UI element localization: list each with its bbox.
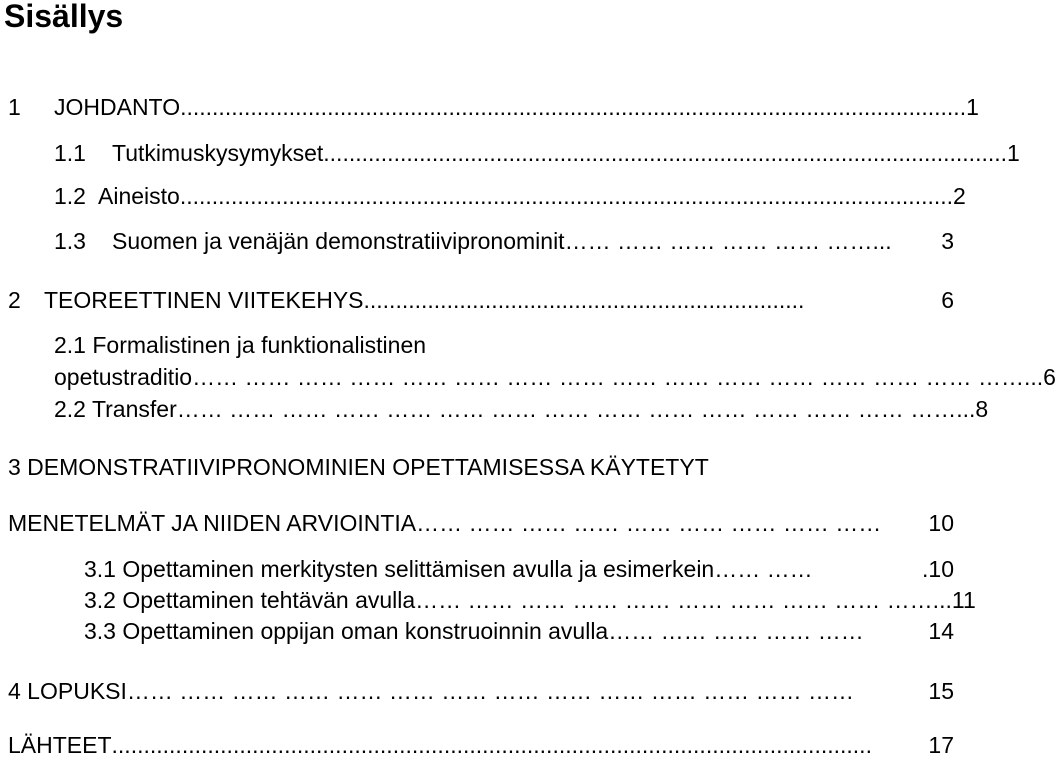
toc-leader-dots: ......................................................................................................................... (179, 183, 954, 209)
toc-entry-label: MENETELMÄT JA NIIDEN ARVIOINTIA (8, 510, 417, 536)
toc-entry-label: opetustraditio (54, 364, 193, 390)
toc-page-number: 11 (951, 587, 976, 613)
toc-page-number: 3 (941, 228, 954, 254)
toc-page-number: 1 (966, 94, 979, 120)
toc-page-number: 14 (928, 618, 954, 644)
toc-leader-dots: …… …… …… …… …… …… …… …… …… ……... (415, 587, 952, 613)
toc-entry-aineisto[interactable] (54, 181, 966, 211)
toc-entry-label: Suomen ja venäjän demonstratiivipronominit (112, 228, 565, 254)
toc-page-number: .10 (922, 556, 954, 582)
toc-entry-label: 3.3 Opettaminen oppijan oman konstruoinnin avulla (84, 618, 609, 644)
toc-entry-label: JOHDANTO (54, 94, 181, 120)
toc-entry-demonstratiivipronominien-line2[interactable] (8, 508, 954, 538)
toc-entry-lahteet[interactable] (8, 730, 954, 760)
toc-leader-dots: …… …… …… …… …… …… …… …… …… …… …… …… …… …… (126, 678, 854, 704)
toc-page-number: 6 (1043, 364, 1056, 390)
toc-page-number: 6 (941, 287, 954, 313)
toc-entry-label: 2.1 Formalistinen ja funktionalistinen (54, 332, 427, 358)
toc-entry-demonstratiivipronominien-line1[interactable] (8, 452, 709, 482)
toc-leader-dots: …… …… …… …… …… …… …… …… …… (416, 510, 882, 536)
toc-entry-tutkimuskysymykset[interactable] (54, 138, 1020, 168)
toc-entry-label: 3.1 Opettaminen merkitysten selittämisen avulla ja esimerkein (84, 556, 715, 582)
toc-entry-label: 3 DEMONSTRATIIVIPRONOMINIEN OPETTAMISESSA KÄYTETYT (8, 454, 709, 480)
toc-entry-number: 1 (8, 94, 21, 120)
toc-entry-label: LÄHTEET (8, 732, 112, 758)
toc-entry-label: Tutkimuskysymykset (112, 140, 324, 166)
toc-page-number: 10 (928, 510, 954, 536)
toc-entry-opettaminen-konstruoinnin[interactable] (84, 616, 954, 646)
toc-entry-johdanto[interactable] (8, 92, 979, 122)
toc-entry-number: 2 (8, 287, 21, 313)
toc-entry-opettaminen-tehtavan[interactable] (84, 585, 976, 615)
toc-entry-formalistinen-line1[interactable] (54, 330, 426, 360)
toc-entry-label: 4 LOPUKSI (8, 678, 127, 704)
toc-leader-dots: ........................................................................................................... (323, 140, 1008, 166)
toc-leader-dots: ....................................................................................................................... (111, 732, 872, 758)
toc-leader-dots: …… …… …… …… …… …… …… …… …… …… …… …… …… …… ……... (176, 396, 976, 422)
toc-leader-dots: ..................................................................... (363, 287, 805, 313)
toc-entry-label: 2.2 Transfer (54, 396, 177, 422)
toc-page-number: 2 (953, 183, 966, 209)
toc-entry-number: 1.3 (54, 228, 86, 254)
toc-entry-label: Aineisto (98, 183, 180, 209)
toc-entry-teoreettinen-viitekehys[interactable] (8, 285, 954, 315)
toc-entry-number: 1.2 (54, 183, 86, 209)
toc-leader-dots: …… …… …… …… …… …… …… …… …… …… …… …… …… …… …… ……... (192, 364, 1044, 390)
toc-entry-suomen-ja-venajan[interactable] (54, 226, 954, 256)
toc-entry-formalistinen-line2[interactable] (54, 362, 1056, 392)
toc-entry-number: 1.1 (54, 140, 86, 166)
toc-entry-transfer[interactable] (54, 394, 989, 424)
toc-page-number: 17 (928, 732, 954, 758)
toc-entry-label: TEOREETTINEN VIITEKEHYS (44, 287, 364, 313)
toc-entry-lopuksi[interactable] (8, 676, 954, 706)
page-title: Sisällys (4, 0, 124, 34)
toc-page-number: 8 (975, 396, 989, 422)
toc-page-number: 1 (1007, 140, 1020, 166)
toc-entry-label: 3.2 Opettaminen tehtävän avulla (84, 587, 416, 613)
toc-leader-dots: …… …… …… …… …… ……... (564, 228, 892, 254)
toc-leader-dots: ........................................................................................................................... (180, 94, 967, 120)
toc-leader-dots: …… …… (714, 556, 813, 582)
toc-page-number: 15 (928, 678, 954, 704)
toc-leader-dots: …… …… …… …… …… (608, 618, 864, 644)
toc-entry-opettaminen-merkitysten[interactable] (84, 554, 954, 584)
